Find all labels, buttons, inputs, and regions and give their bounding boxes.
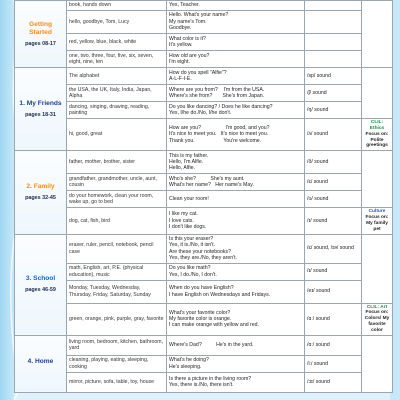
phonics-cell: /ɔɪ/ sound <box>305 372 362 392</box>
unit-pages: pages 08-17 <box>25 40 56 47</box>
table-row <box>15 280 393 303</box>
table-row <box>15 234 393 263</box>
phonics-cell: /sp/ sound <box>305 68 362 85</box>
phonics-cell: /ɛ/ sound <box>305 174 362 191</box>
vocab-cell: green, orange, pink, purple, gray, favorite <box>67 303 167 335</box>
vocab-cell: father, mother, brother, sister <box>67 151 167 174</box>
extra-cell <box>362 68 393 119</box>
vocab-cell: Monday, Tuesday, Wednesday, Thursday, Friday, Saturday, Sunday <box>67 280 167 303</box>
structure-cell: What's your favorite color? My favorite color is orange. I can make orange with yellow and red. <box>167 303 305 335</box>
unit-cell-home <box>15 335 67 392</box>
table-row <box>15 303 393 335</box>
vocab-cell: mirror, picture, sofa, table, toy, house <box>67 372 167 392</box>
structure-cell: Yes, Teacher. <box>167 1 305 11</box>
unit-title: 3. School <box>25 275 56 283</box>
unit-title: 1. My Friends <box>19 99 62 107</box>
unit-pages: pages 46-59 <box>25 287 56 294</box>
vocab-cell: eraser, ruler, pencil, notebook, pencil case <box>67 234 167 263</box>
structure-cell: Where are you from? I'm from the USA. Where's she from? She's from Japan. <box>167 85 305 102</box>
unit-cell-school <box>15 234 67 335</box>
table-row <box>15 151 393 174</box>
phonics-cell: /ʊ/ sound <box>305 191 362 208</box>
clil-label: CLIL: Ethics <box>369 120 385 131</box>
extra-cell <box>362 234 393 303</box>
structure-cell: How are you? I'm good, and you? It's nice to meet you. It's nice to meet you. Thank you. You're welcome. <box>167 119 305 151</box>
table-row <box>15 263 393 280</box>
table-row <box>15 119 393 151</box>
structure-cell: Do you like dancing? / Does he like dancing? Yes, I/he do./No, I/he don't. <box>167 102 305 119</box>
table-row <box>15 11 393 34</box>
table-row <box>15 372 393 392</box>
phonics-cell <box>305 11 362 34</box>
culture-label: Culture <box>368 209 386 215</box>
phonics-cell: /ɪ/ sound <box>305 263 362 280</box>
phonics-cell: /ŋ/ sound <box>305 102 362 119</box>
table-row <box>15 208 393 234</box>
structure-cell: Hello. What's your name? My name's Tom. Goodbye. <box>167 11 305 34</box>
vocab-cell: red, yellow, blue, black, white <box>67 34 167 51</box>
phonics-cell: /ɛ/ sound, /ɪə/ sound <box>305 234 362 263</box>
phonics-cell <box>305 51 362 68</box>
vocab-cell: dancing, singing, drawing, reading, painting <box>67 102 167 119</box>
phonics-cell: /ɑː/ sound <box>305 335 362 355</box>
structure-cell: Is this your eraser? Yes, it is./No, it isn't. Are these your notebooks? Yes, they are./No, they aren't. <box>167 234 305 263</box>
table-row <box>15 191 393 208</box>
unit-pages: pages 18-31 <box>25 111 56 118</box>
extra-cell <box>362 303 393 335</box>
phonics-cell: /eɪ/ sound <box>305 280 362 303</box>
structure-cell: This is my father. Hello, I'm Alfie. Hello, Alfie. <box>167 151 305 174</box>
structure-cell: Do you like math? Yes, I do./No, I don't. <box>167 263 305 280</box>
focus-label: Focus on: Polite greetings <box>365 131 389 149</box>
extra-cell <box>362 335 393 392</box>
vocab-cell: grandfather, grandmother, uncle, aunt, cousin <box>67 174 167 191</box>
vocab-cell: hello, goodbye, Tom, Lucy <box>67 11 167 34</box>
phonics-cell: /ʌ/ sound <box>305 119 362 151</box>
extra-cell <box>362 119 393 151</box>
unit-title: Getting Started <box>28 20 53 36</box>
structure-cell: What color is it? It's yellow. <box>167 34 305 51</box>
focus-label: Focus on: My family pet <box>365 215 389 232</box>
phonics-cell: /iː/ sound <box>305 355 362 372</box>
vocab-cell: book, hands down <box>67 1 167 11</box>
focus-label: Focus on: Colors/ My favorite color <box>364 310 390 333</box>
phonics-cell: /ʃ/ sound <box>305 85 362 102</box>
vocab-cell: dog, cat, fish, bird <box>67 208 167 234</box>
unit-pages: pages 32-45 <box>25 195 56 202</box>
vocab-cell: the USA, the UK, Italy, India, Japan, Alpha <box>67 85 167 102</box>
structure-cell: How old are you? I'm eight. <box>167 51 305 68</box>
structure-cell: Who's she? She's my aunt. What's her name? Her name's May. <box>167 174 305 191</box>
table-row <box>15 51 393 68</box>
vocab-cell: one, two, three, four, five, six, seven, eight, nine, ten <box>67 51 167 68</box>
phonics-cell <box>305 34 362 51</box>
structure-cell: When do you have English? I have English on Wednesdays and Fridays. <box>167 280 305 303</box>
phonics-cell: /ɪ/ sound <box>305 208 362 234</box>
table-row <box>15 335 393 355</box>
extra-cell <box>362 1 393 68</box>
vocab-cell: cleaning, playing, eating, sleeping, cooking <box>67 355 167 372</box>
table-row <box>15 1 393 11</box>
table-row <box>15 102 393 119</box>
vocab-cell: The alphabet <box>67 68 167 85</box>
unit-title: 2. Family <box>26 183 55 191</box>
structure-cell: Clean your room! <box>167 191 305 208</box>
unit-title: 4. Home <box>27 357 54 365</box>
table-row <box>15 355 393 372</box>
unit-cell-getting-started <box>15 1 67 68</box>
structure-cell: Where's Dad? He's in the yard. <box>167 335 305 355</box>
clil-label: CLIL: Art <box>366 304 388 310</box>
structure-cell: I like my cat. I love cats. I don't like dogs. <box>167 208 305 234</box>
extra-cell <box>362 208 393 234</box>
table-row <box>15 34 393 51</box>
unit-cell-my-friends <box>15 68 67 151</box>
structure-cell: How do you spell "Alfie"? A-L-F-I-E. <box>167 68 305 85</box>
phonics-cell <box>305 1 362 11</box>
vocab-cell: do your homework, clean your room, wake up, go to bed <box>67 191 167 208</box>
phonics-cell: /ɑː/ sound <box>305 303 362 335</box>
structure-cell: Is there a picture in the living room? Yes, there is./No, there isn't. <box>167 372 305 392</box>
unit-cell-family <box>15 151 67 234</box>
table-row <box>15 174 393 191</box>
vocab-cell: living room, bedroom, kitchen, bathroom, yard <box>67 335 167 355</box>
structure-cell: What's he doing? He's sleeping. <box>167 355 305 372</box>
extra-cell <box>362 151 393 208</box>
table-row <box>15 85 393 102</box>
table-row <box>15 68 393 85</box>
vocab-cell: hi, good, great <box>67 119 167 151</box>
phonics-cell: /ð/ sound <box>305 151 362 174</box>
vocab-cell: math, English, art, P.E. (physical education), music <box>67 263 167 280</box>
scope-and-sequence-table <box>14 0 393 393</box>
